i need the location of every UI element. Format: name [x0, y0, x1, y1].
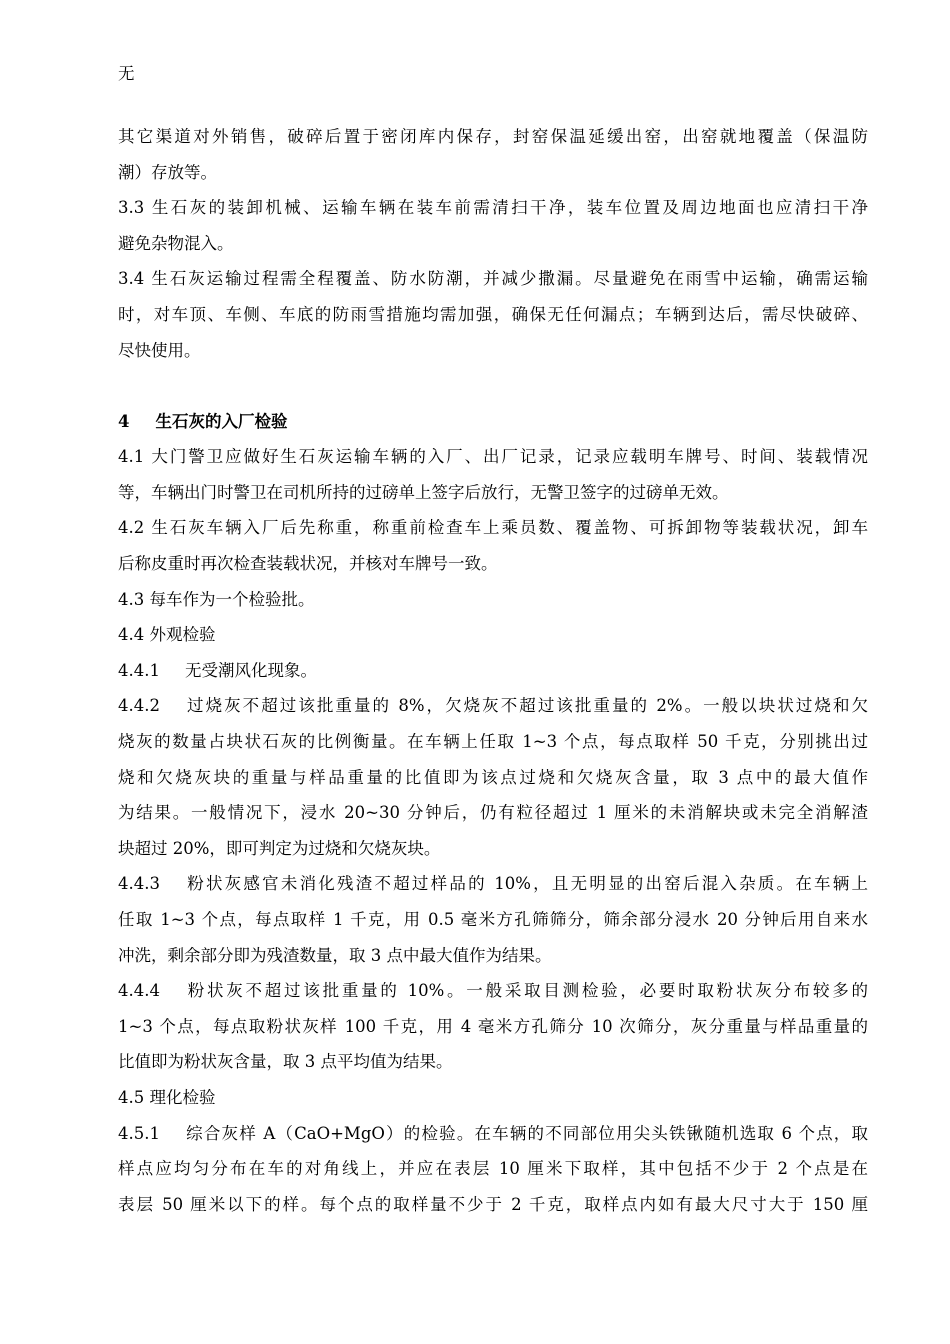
clause-number: 4.4.1 — [118, 661, 160, 680]
body-line: 等，车辆出门时警卫在司机所持的过磅单上签字后放行，无警卫签字的过磅单无效。 — [118, 483, 729, 502]
clause-line — [118, 695, 868, 717]
section-heading — [118, 411, 287, 433]
clause-number: 4.4.3 — [118, 874, 160, 893]
body-line: 4.3 每车作为一个检验批。 — [118, 590, 315, 609]
body-line: 4.5 理化检验 — [118, 1088, 216, 1107]
body-line: 尽快使用。 — [118, 341, 201, 360]
body-line: 潮）存放等。 — [118, 163, 217, 182]
clause-text: 过烧灰不超过该批重量的 8%，欠烧灰不超过该批重量的 2%。一般以块状过烧和欠 — [185, 696, 868, 715]
body-line: 4.1 大门警卫应做好生石灰运输车辆的入厂、出厂记录，记录应载明车牌号、时间、装载情况 — [118, 447, 868, 466]
body-line: 4.2 生石灰车辆入厂后先称重，称重前检查车上乘员数、覆盖物、可拆卸物等装载状况，卸车 — [118, 518, 868, 537]
body-line: 其它渠道对外销售，破碎后置于密闭库内保存，封窑保温延缓出窑，出窑就地覆盖（保温防 — [118, 127, 868, 146]
body-line: 时，对车顶、车侧、车底的防雨雪措施均需加强，确保无任何漏点；车辆到达后，需尽快破碎、 — [118, 305, 868, 324]
body-line: 任取 1~3 个点，每点取样 1 千克，用 0.5 毫米方孔筛筛分，筛余部分浸水 20 分钟后用自来水 — [118, 910, 868, 929]
clause-line — [118, 873, 868, 895]
clause-number: 4.4.2 — [118, 696, 160, 715]
clause-text: 粉状灰感官未消化残渣不超过样品的 10%，且无明显的出窑后混入杂质。在车辆上 — [185, 874, 868, 893]
clause-line — [118, 1123, 868, 1145]
page-header: 无 — [118, 64, 135, 83]
body-line: 3.4 生石灰运输过程需全程覆盖、防水防潮，并减少撒漏。尽量避免在雨雪中运输，确需运输 — [118, 269, 868, 288]
clause-number: 4.4.4 — [118, 981, 160, 1000]
body-line: 3.3 生石灰的装卸机械、运输车辆在装车前需清扫干净，装车位置及周边地面也应清扫干净 — [118, 198, 868, 217]
clause-number: 4.5.1 — [118, 1124, 160, 1143]
body-line: 烧灰的数量占块状石灰的比例衡量。在车辆上任取 1~3 个点，每点取样 50 千克，分别挑出过 — [118, 732, 868, 751]
body-line: 烧和欠烧灰块的重量与样品重量的比值即为该点过烧和欠烧灰含量，取 3 点中的最大值作 — [118, 768, 868, 787]
clause-text: 粉状灰不超过该批重量的 10%。一般采取目测检验，必要时取粉状灰分布较多的 — [185, 981, 868, 1000]
clause-line — [118, 980, 868, 1002]
clause-line — [118, 660, 317, 682]
section-number: 4 — [118, 412, 130, 431]
body-line: 1~3 个点，每点取粉状灰样 100 千克，用 4 毫米方孔筛分 10 次筛分，灰分重量与样品重量的 — [118, 1017, 868, 1036]
body-line: 冲洗，剩余部分即为残渣数量，取 3 点中最大值作为结果。 — [118, 946, 552, 965]
body-line: 块超过 20%，即可判定为过烧和欠烧灰块。 — [118, 839, 441, 858]
body-line: 样点应均匀分布在车的对角线上，并应在表层 10 厘米下取样，其中包括不少于 2 个点是在 — [118, 1159, 868, 1178]
clause-text: 无受潮风化现象。 — [185, 661, 317, 680]
body-line: 后称皮重时再次检查装载状况，并核对车牌号一致。 — [118, 554, 498, 573]
body-line: 为结果。一般情况下，浸水 20~30 分钟后，仍有粒径超过 1 厘米的未消解块或未完全消解渣 — [118, 803, 868, 822]
body-line: 避免杂物混入。 — [118, 234, 234, 253]
body-line: 表层 50 厘米以下的样。每个点的取样量不少于 2 千克，取样点内如有最大尺寸大于 150 厘 — [118, 1195, 868, 1214]
clause-text: 综合灰样 A（CaO+MgO）的检验。在车辆的不同部位用尖头铁锹随机选取 6 个点，取 — [185, 1124, 868, 1143]
body-line: 4.4 外观检验 — [118, 625, 216, 644]
section-title: 生石灰的入厂检验 — [155, 412, 288, 431]
body-line: 比值即为粉状灰含量，取 3 点平均值为结果。 — [118, 1052, 453, 1071]
